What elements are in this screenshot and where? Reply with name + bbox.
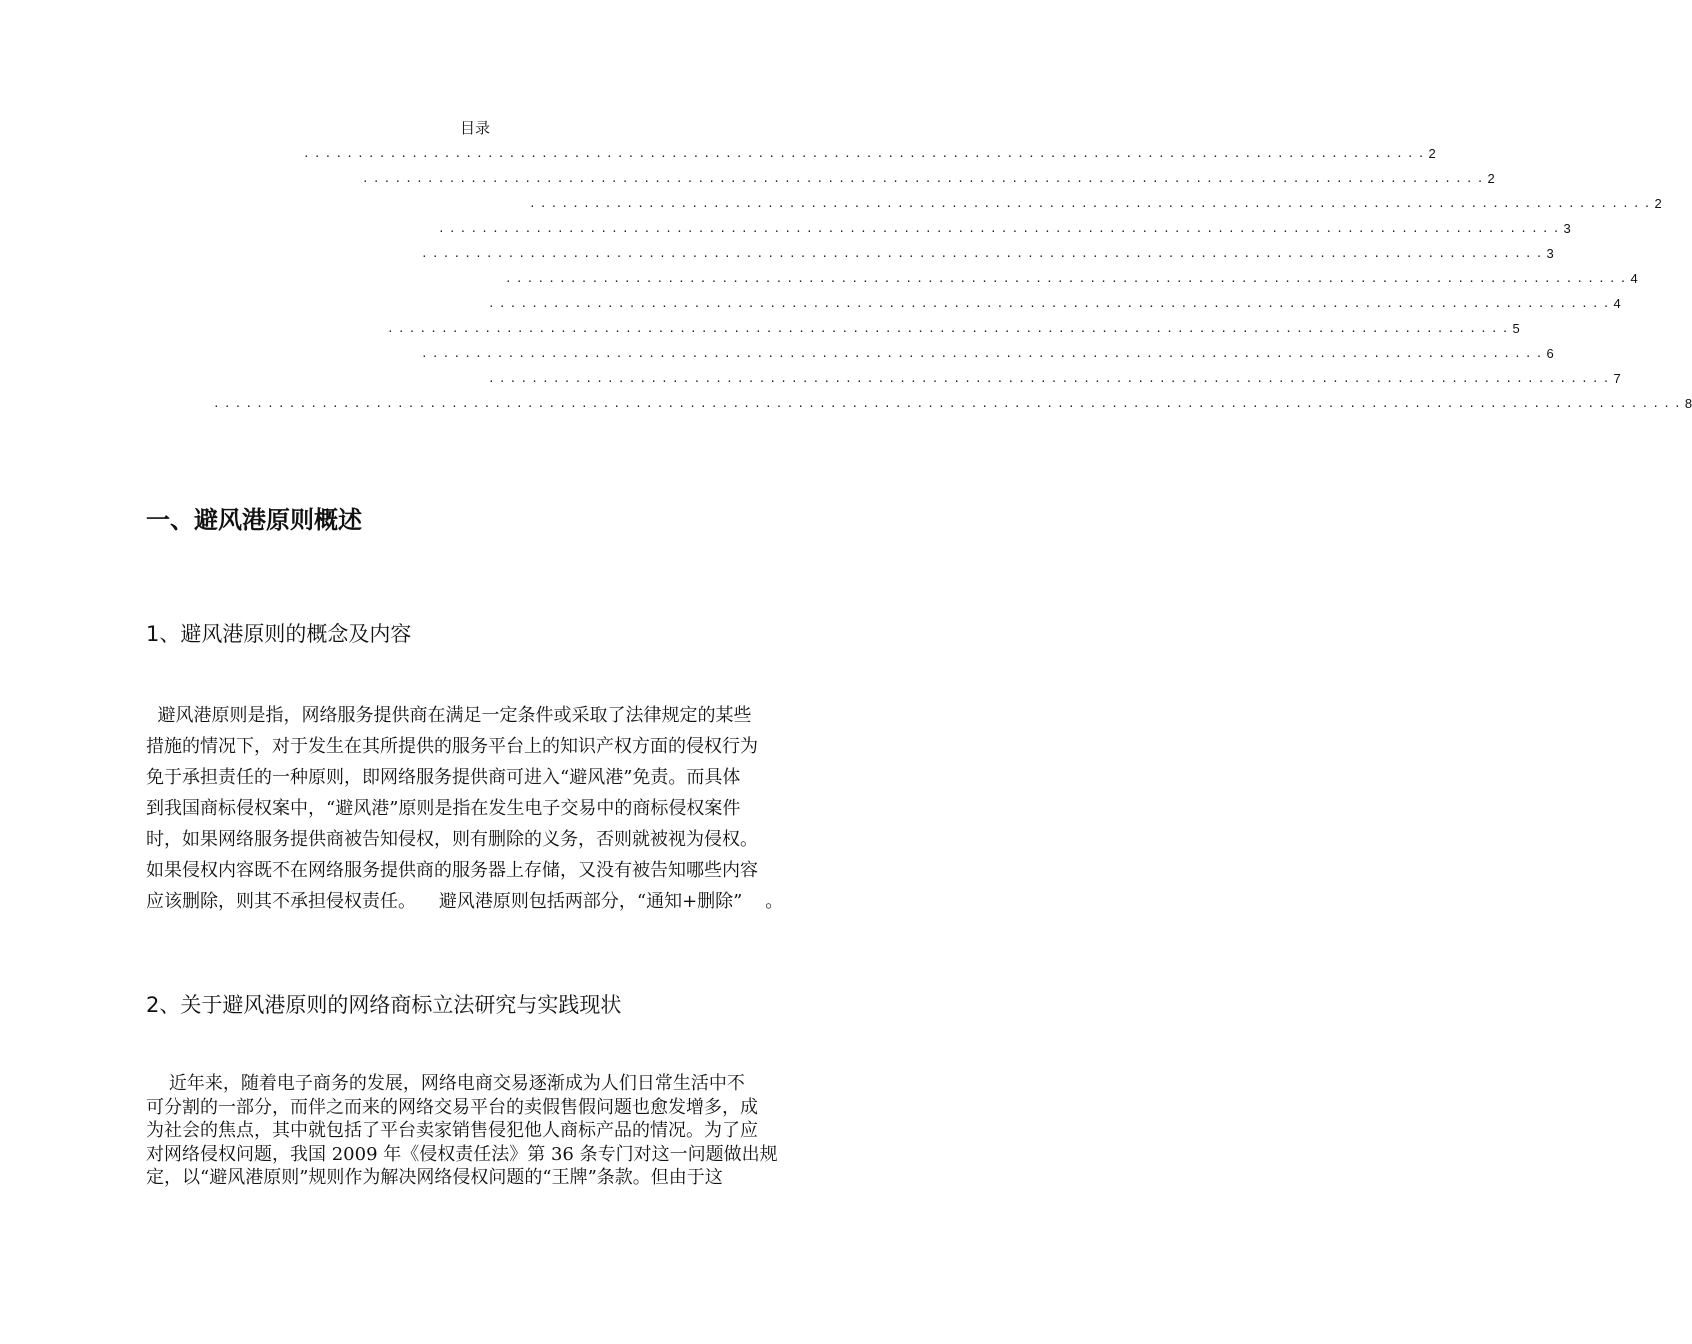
subsection-heading: 2、关于避风港原则的网络商标立法研究与实践现状 (146, 993, 622, 1017)
toc-leader: ........................................................................................................ (421, 347, 1547, 360)
paragraph-line: 免于承担责任的一种原则，即网络服务提供商可进入“避风港”免责。而具体 (146, 767, 741, 788)
section-heading: 一、避风港原则概述 (146, 506, 362, 534)
toc-entry[interactable] (362, 169, 1495, 189)
subsection-heading: 1、避风港原则的概念及内容 (146, 622, 412, 646)
paragraph-line: 措施的情况下，对于发生在其所提供的服务平台上的知识产权方面的侵权行为 (146, 736, 758, 757)
body-paragraph (146, 700, 810, 917)
toc-page-number: 2 (1487, 171, 1495, 186)
paragraph-line: 对网络侵权问题，我国 2009 年《侵权责任法》第 36 条专门对这一问题做出规 (146, 1143, 778, 1165)
paragraph-line: 近年来，随着电子商务的发展，网络电商交易逐渐成为人们日常生活中不 (146, 1073, 745, 1094)
toc-page-number: 2 (1654, 196, 1662, 211)
toc-entry[interactable] (421, 244, 1554, 264)
paragraph-line: 定，以“避风港原则”规则作为解决网络侵权问题的“王牌”条款。但由于这 (146, 1167, 723, 1188)
toc-leader: ........................................................................................................ (362, 172, 1488, 185)
paragraph-line: 应该删除，则其不承担侵权责任。 避风港原则包括两部分，“通知+删除” 。 (146, 891, 784, 912)
toc-entry[interactable] (438, 219, 1571, 239)
toc-entry[interactable] (213, 394, 1692, 414)
toc-page-number: 5 (1512, 321, 1520, 336)
toc-leader: ........................................................................................................ (529, 197, 1655, 210)
paragraph-line: 为社会的焦点，其中就包括了平台卖家销售侵犯他人商标产品的情况。为了应 (146, 1120, 758, 1141)
toc-page-number: 3 (1546, 246, 1554, 261)
toc-entry[interactable] (505, 269, 1638, 289)
toc-title: 目录 (459, 119, 490, 137)
toc-page-number: 6 (1546, 346, 1554, 361)
toc-entry[interactable] (421, 344, 1554, 364)
toc-leader: ........................................................................................................ (438, 222, 1564, 235)
toc-entry[interactable] (303, 144, 1436, 164)
paragraph-line: 避风港原则是指，网络服务提供商在满足一定条件或采取了法律规定的某些 (146, 705, 752, 726)
toc-entry[interactable] (387, 319, 1520, 339)
toc-page-number: 7 (1613, 371, 1621, 386)
toc-leader: ........................................................................................................ (505, 272, 1631, 285)
toc-page-number: 4 (1630, 271, 1638, 286)
toc-leader: ........................................................................................................................................ (213, 397, 1685, 410)
toc-page-number: 2 (1428, 146, 1436, 161)
toc-leader: ........................................................................................................ (387, 322, 1513, 335)
toc-entry[interactable] (488, 369, 1621, 389)
toc-page-number: 3 (1563, 221, 1571, 236)
paragraph-line: 到我国商标侵权案中，“避风港”原则是指在发生电子交易中的商标侵权案件 (146, 798, 741, 819)
toc-entry[interactable] (529, 194, 1662, 214)
paragraph-line: 如果侵权内容既不在网络服务提供商的服务器上存储，又没有被告知哪些内容 (146, 860, 758, 881)
toc-page-number: 4 (1613, 296, 1621, 311)
body-paragraph (146, 1072, 810, 1190)
toc-leader: ........................................................................................................ (421, 247, 1547, 260)
paragraph-line: 时，如果网络服务提供商被告知侵权，则有删除的义务，否则就被视为侵权。 (146, 829, 758, 850)
toc-leader: ........................................................................................................ (303, 147, 1429, 160)
toc-entry[interactable] (488, 294, 1621, 314)
paragraph-line: 可分割的一部分，而伴之而来的网络交易平台的卖假售假问题也愈发增多，成 (146, 1096, 758, 1118)
toc-leader: ........................................................................................................ (488, 297, 1614, 310)
toc-page-number: 8 (1684, 396, 1692, 411)
toc-leader: ........................................................................................................ (488, 372, 1614, 385)
